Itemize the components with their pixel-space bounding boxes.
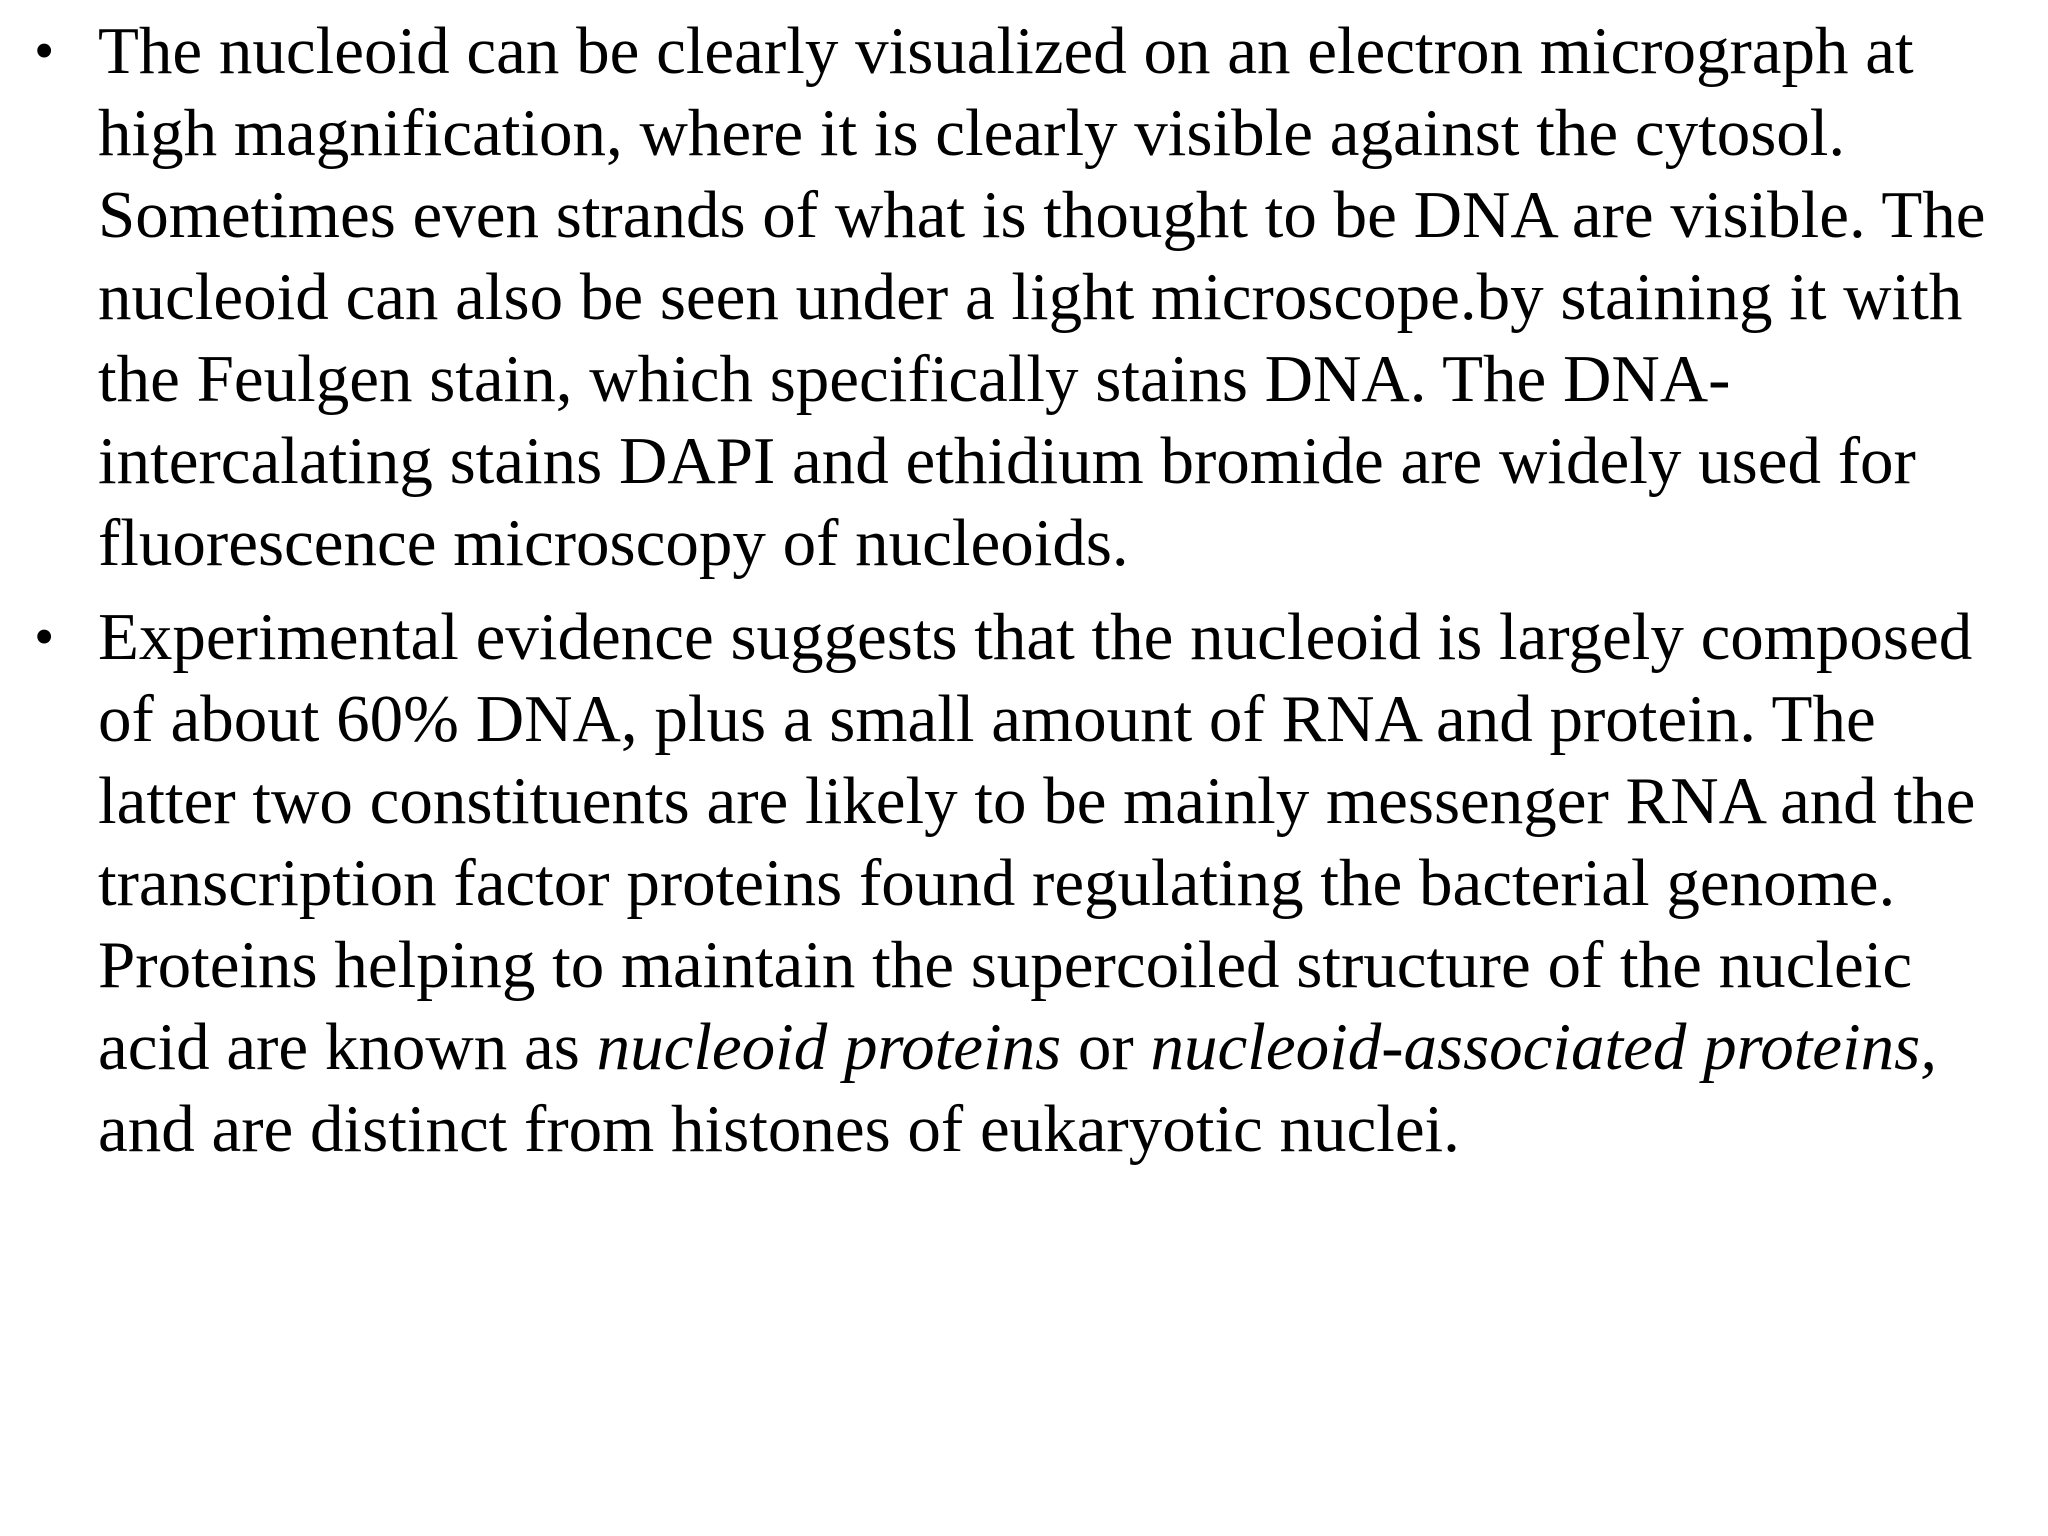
text-segment: The nucleoid can be clearly visualized on an electron micrograph at high magnification, where it is clearly visible against the cytosol. Sometimes even strands of what is thought to be DNA are visible. The nucleoid can also be seen under a light microscope.by staining it with the Feulgen stain, which specifically stains DNA. The DNA-intercalating stains DAPI and ethidium bromide are widely used for fluorescence microscopy of nucleoids. xyxy=(98,14,1986,580)
bullet-dot-icon: • xyxy=(34,604,55,669)
bullet-text xyxy=(98,14,1985,580)
italic-term-nucleoid-associated-proteins: nucleoid-associated proteins, xyxy=(1150,1010,1937,1084)
bullet-item-nucleoid-composition xyxy=(0,596,2048,1170)
text-segment: or xyxy=(1061,1010,1151,1084)
bullet-text xyxy=(98,600,1975,1166)
bullet-item-nucleoid-visualization xyxy=(0,10,2048,584)
bullet-dot-icon: • xyxy=(34,18,55,83)
italic-term-nucleoid-proteins: nucleoid proteins xyxy=(596,1010,1062,1084)
text-segment: and are distinct from histones of eukaryotic nuclei. xyxy=(98,1092,1460,1166)
text-segment: Experimental evidence suggests that the nucleoid is largely composed of about 60% DNA, plus a small amount of RNA and protein. The latter two constituents are likely to be mainly messenger RNA and the transcription factor proteins found regulating the bacterial genome. Proteins helping to maintain the supercoiled structure of the nucleic acid are known as xyxy=(98,600,1976,1084)
bullet-list xyxy=(0,10,2048,1182)
